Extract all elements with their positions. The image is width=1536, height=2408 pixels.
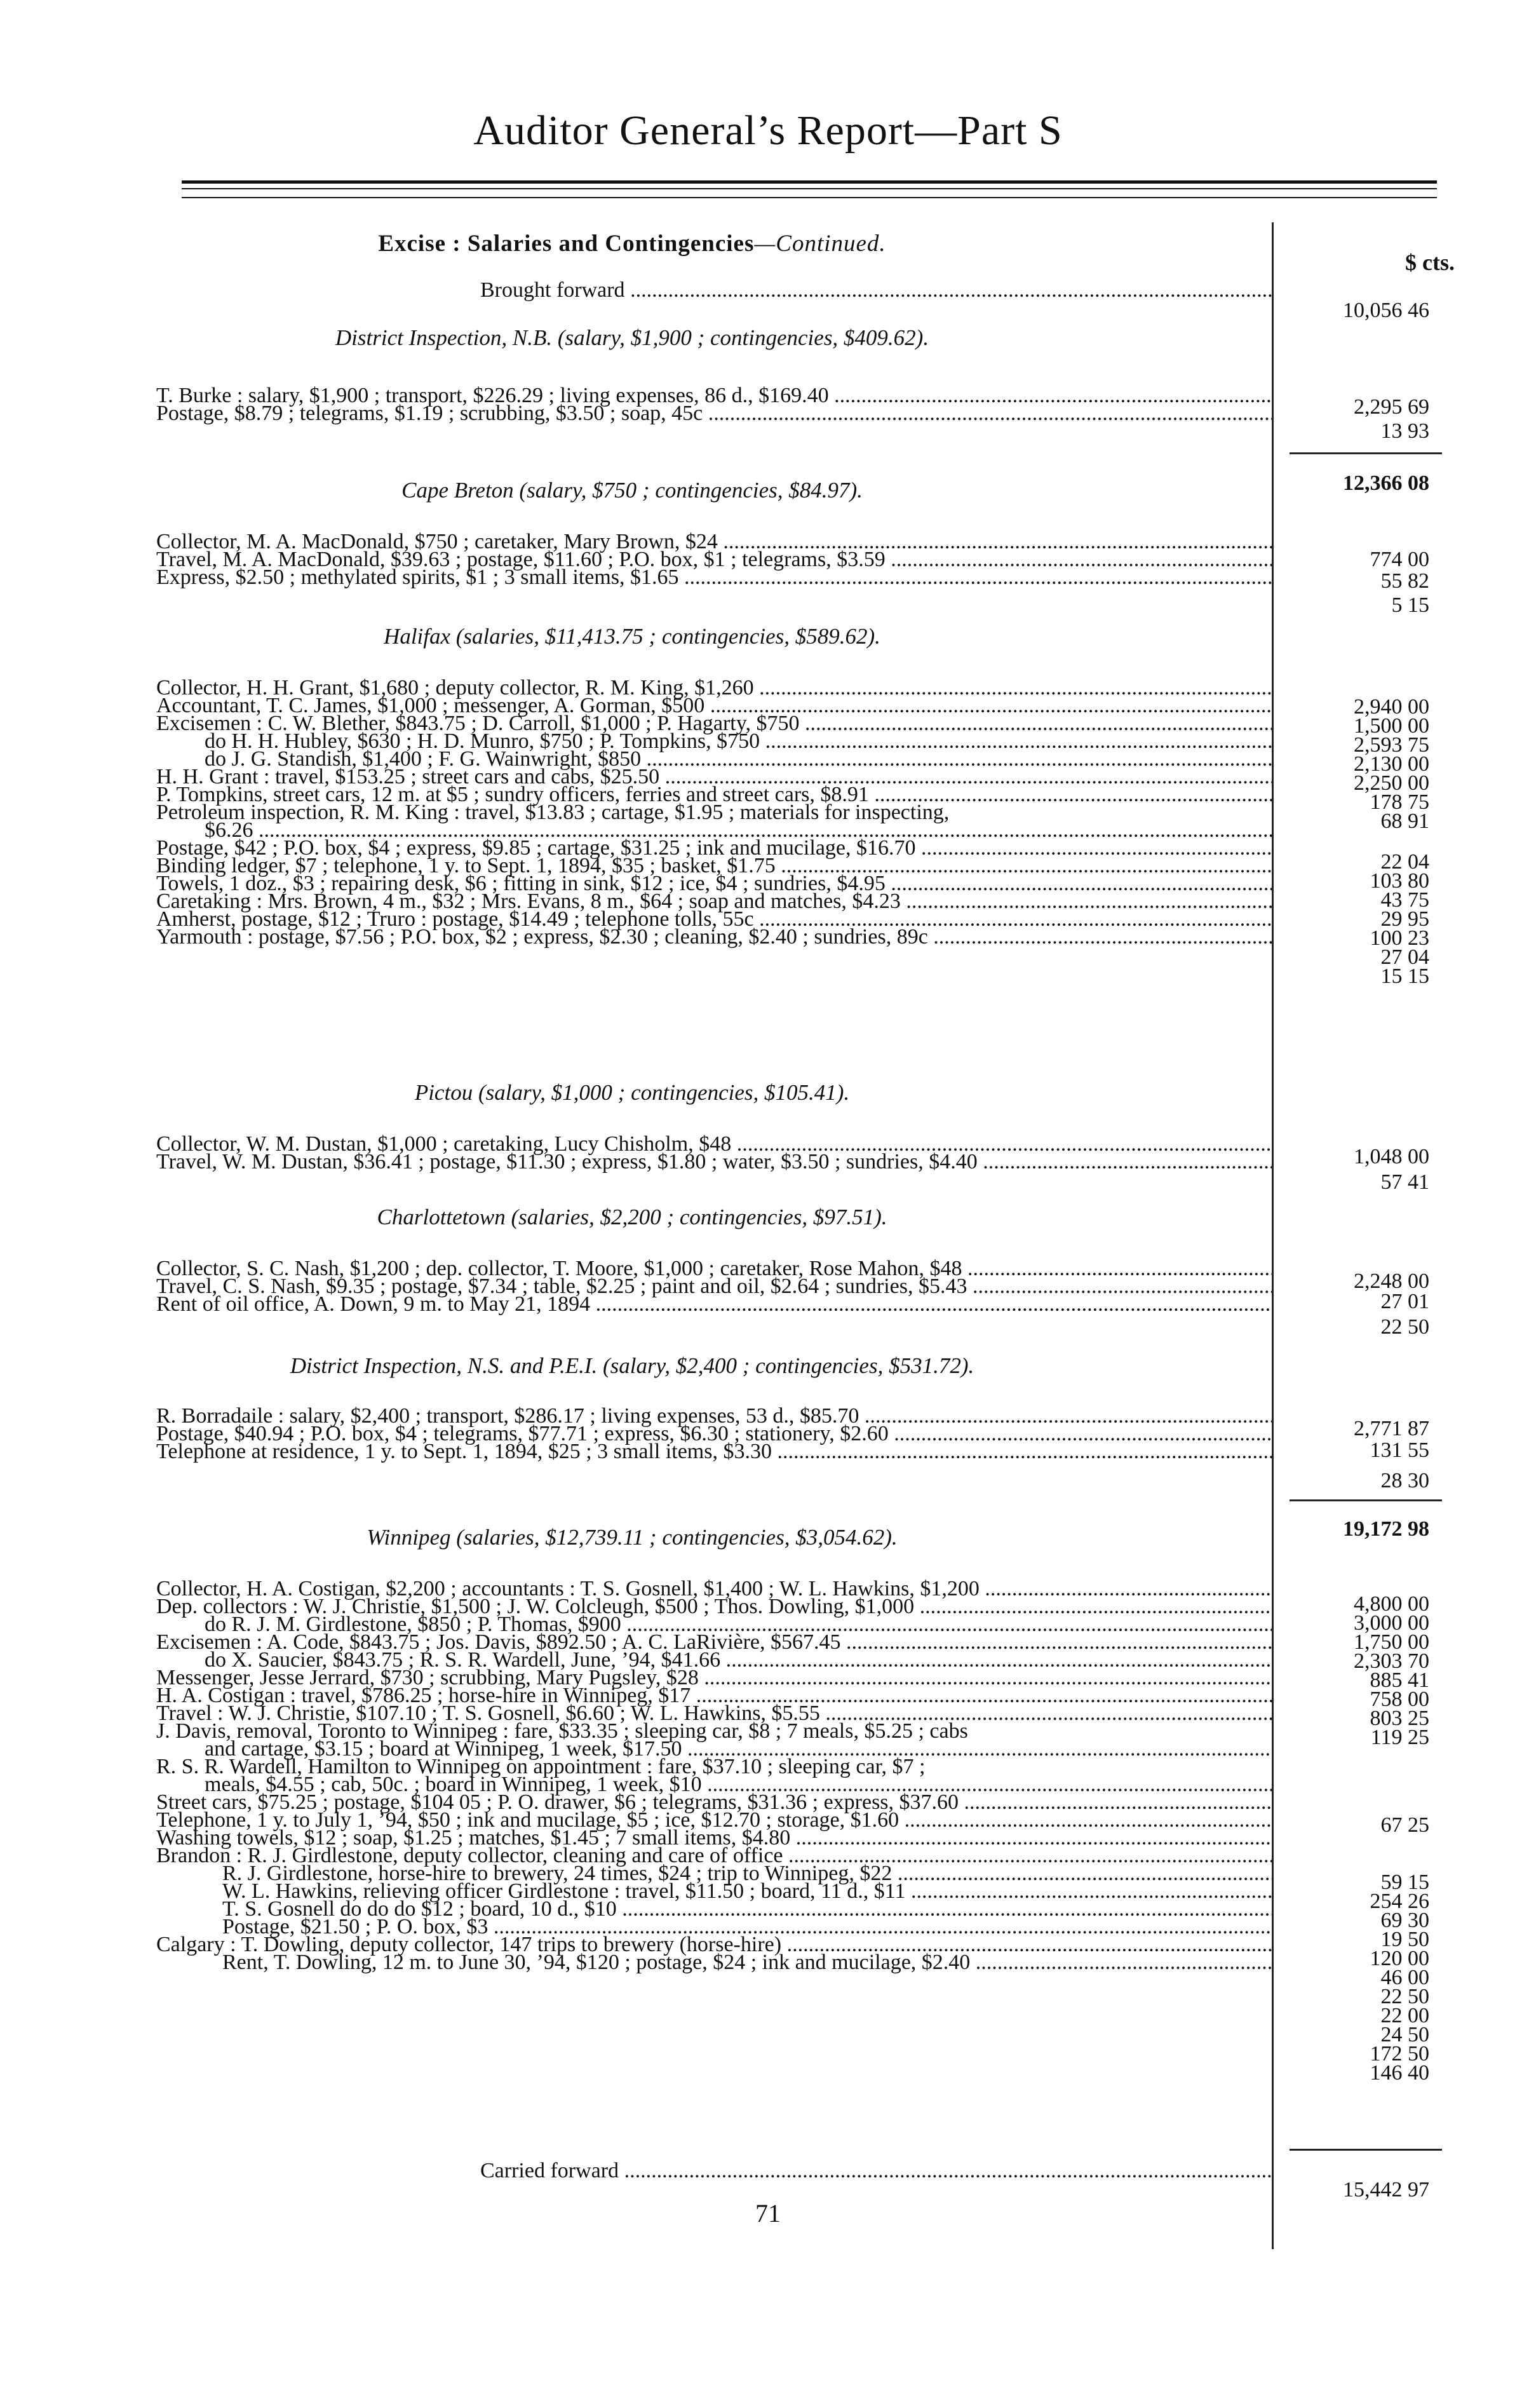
ledger-line-text: Collector, W. M. Dustan, $1,000 ; caretaking, Lucy Chisholm, $48 ..... bbox=[156, 1132, 1272, 1156]
group-heading: Pictou (salary, $1,000 ; contingencies, $105.41). bbox=[414, 1080, 850, 1105]
ledger-line-amount: 2,248 00 bbox=[1354, 1269, 1429, 1293]
ledger-line-text: R. J. Girdlestone, horse-hire to brewery, 24 times, $24 ; trip to Winnipeg, $22 ..... bbox=[222, 1862, 1272, 1886]
ledger-line-amount: 803 25 bbox=[1370, 1707, 1429, 1730]
subtotal-amount: 19,172 98 bbox=[1343, 1517, 1429, 1541]
ledger-line-amount: 5 15 bbox=[1391, 593, 1429, 617]
subtotal-rule bbox=[1290, 1499, 1442, 1501]
ledger-line-text: do R. J. M. Girdlestone, $850 ; P. Thomas, $900 ..... bbox=[205, 1613, 1272, 1637]
ledger-line-text: P. Tompkins, street cars, 12 m. at $5 ; sundry officers, ferries and street cars, $8.91 ..... bbox=[156, 783, 1272, 807]
ledger-line-amount: 2,771 87 bbox=[1354, 1417, 1429, 1440]
ledger-line-text: Travel, C. S. Nash, $9.35 ; postage, $7.34 ; table, $2.25 ; paint and oil, $2.64 ; sundries, $5.43 ..... bbox=[156, 1275, 1272, 1299]
ledger-line-amount: 774 00 bbox=[1370, 548, 1429, 571]
ledger-line-text: do J. G. Standish, $1,400 ; F. G. Wainwright, $850 ..... bbox=[205, 747, 1272, 771]
ledger-line-amount: 19 50 bbox=[1380, 1928, 1429, 1951]
ledger-line-text: and cartage, $3.15 ; board at Winnipeg, 1 week, $17.50 ..... bbox=[205, 1737, 1272, 1761]
ledger-line-text: Dep. collectors : W. J. Christie, $1,500 ; J. W. Colcleugh, $500 ; Thos. Dowling, $1,000 ..... bbox=[156, 1595, 1272, 1619]
ledger-line-amount: 1,048 00 bbox=[1354, 1145, 1429, 1168]
ledger-line-text: Collector, H. A. Costigan, $2,200 ; accountants : T. S. Gosnell, $1,400 ; W. L. Hawkins, $1,200 ..... bbox=[156, 1577, 1272, 1601]
ledger-line-amount: 57 41 bbox=[1380, 1170, 1429, 1194]
ledger-line-amount: 172 50 bbox=[1370, 2042, 1429, 2066]
ledger-line-text: Collector, S. C. Nash, $1,200 ; dep. collector, T. Moore, $1,000 ; caretaker, Rose Mahon, $48 ..... bbox=[156, 1257, 1272, 1281]
ledger-line-amount: 1,500 00 bbox=[1354, 714, 1429, 738]
ledger-line-text: Travel, W. M. Dustan, $36.41 ; postage, $11.30 ; express, $1.80 ; water, $3.50 ; sundries, $4.40 ..... bbox=[156, 1150, 1272, 1174]
ledger-line-amount: 2,593 75 bbox=[1354, 733, 1429, 757]
ledger-line-text: Postage, $40.94 ; P.O. box, $4 ; telegrams, $77.71 ; express, $6.30 ; stationery, $2.60 ..... bbox=[156, 1422, 1272, 1446]
ledger-line-amount: 103 80 bbox=[1370, 869, 1429, 893]
header-rule-thin bbox=[182, 188, 1437, 189]
ledger-line-text: W. L. Hawkins, relieving officer Girdlestone : travel, $11.50 ; board, 11 d., $11 ..... bbox=[222, 1879, 1272, 1904]
ledger-line-text: Travel : W. J. Christie, $107.10 ; T. S. Gosnell, $6.60 ; W. L. Hawkins, $5.55 ..... bbox=[156, 1701, 1272, 1726]
page-header: Auditor General’s Report—Part S bbox=[473, 107, 1063, 154]
ledger-line-text: Petroleum inspection, R. M. King : travel, $13.83 ; cartage, $1.95 ; materials for inspecting, bbox=[156, 801, 950, 824]
ledger-line-amount: 68 91 bbox=[1380, 809, 1429, 833]
ledger-line-text: Excisemen : A. Code, $843.75 ; Jos. Davis, $892.50 ; A. C. LaRivière, $567.45 ..... bbox=[156, 1630, 1272, 1654]
ledger-line-text: Brandon : R. J. Girdlestone, deputy collector, cleaning and care of office ..... bbox=[156, 1844, 1272, 1868]
ledger-line-text: Binding ledger, $7 ; telephone, 1 y. to Sept. 1, 1894, $35 ; basket, $1.75 ..... bbox=[156, 854, 1272, 878]
section-title-text: Excise : Salaries and Contingencies bbox=[378, 231, 755, 257]
ledger-line-text: Calgary : T. Dowling, deputy collector, 147 trips to brewery (horse-hire) ..... bbox=[156, 1933, 1272, 1957]
ledger-line-text: J. Davis, removal, Toronto to Winnipeg : fare, $33.35 ; sleeping car, $8 ; 7 meals, $5.25 ; cabs bbox=[156, 1719, 968, 1743]
group-heading: Halifax (salaries, $11,413.75 ; contingencies, $589.62). bbox=[384, 624, 880, 649]
ledger-line-amount: 2,250 00 bbox=[1354, 771, 1429, 795]
ledger-line-text: $6.26 ..... bbox=[205, 818, 1272, 842]
ledger-line-amount: 22 04 bbox=[1380, 850, 1429, 874]
ledger-line-text: T. S. Gosnell do do do $12 ; board, 10 d., $10 ..... bbox=[222, 1897, 1272, 1921]
ledger-line-text: Postage, $21.50 ; P. O. box, $3 ..... bbox=[222, 1915, 1272, 1939]
ledger-line-amount: 3,000 00 bbox=[1354, 1611, 1429, 1635]
ledger-line-text: Messenger, Jesse Jerrard, $730 ; scrubbing, Mary Pugsley, $28 ..... bbox=[156, 1666, 1272, 1690]
ledger-line-text: Rent, T. Dowling, 12 m. to June 30, ’94, $120 ; postage, $24 ; ink and mucilage, $2.40 ..... bbox=[222, 1951, 1272, 1975]
ledger-line-text: H. A. Costigan : travel, $786.25 ; horse-hire in Winnipeg, $17 ..... bbox=[156, 1684, 1272, 1708]
ledger-line-amount: 2,130 00 bbox=[1354, 752, 1429, 776]
ledger-line-amount: 120 00 bbox=[1370, 1947, 1429, 1970]
ledger-line-text: R. Borradaile : salary, $2,400 ; transport, $286.17 ; living expenses, 53 d., $85.70 ..... bbox=[156, 1404, 1272, 1428]
ledger-line-text: Collector, M. A. MacDonald, $750 ; caretaker, Mary Brown, $24 ..... bbox=[156, 530, 1272, 554]
ledger-line-amount: 2,940 00 bbox=[1354, 695, 1429, 719]
ledger-line-amount: 885 41 bbox=[1370, 1668, 1429, 1692]
amount-column-divider bbox=[1272, 222, 1274, 2249]
ledger-line-text: do X. Saucier, $843.75 ; R. S. R. Wardell, June, ’94, $41.66 ..... bbox=[205, 1648, 1272, 1672]
carried-forward-label: Carried forward ..... bbox=[480, 2159, 1272, 2183]
ledger-line-amount: 131 55 bbox=[1370, 1438, 1429, 1462]
ledger-line-text: Towels, 1 doz., $3 ; repairing desk, $6 ; fitting in sink, $12 ; ice, $4 ; sundries, $4.95 ..... bbox=[156, 872, 1272, 896]
ledger-line-amount: 2,295 69 bbox=[1354, 395, 1429, 419]
ledger-line-amount: 1,750 00 bbox=[1354, 1630, 1429, 1654]
carried-forward-amount: 15,442 97 bbox=[1343, 2178, 1429, 2202]
folio-number: 71 bbox=[755, 2199, 781, 2228]
carried-forward-rule bbox=[1290, 2149, 1442, 2151]
subtotal-amount: 12,366 08 bbox=[1343, 471, 1429, 495]
ledger-line-amount: 46 00 bbox=[1380, 1966, 1429, 1989]
ledger-line-text: Telephone, 1 y. to July 1, ’94, $50 ; ink and mucilage, $5 ; ice, $12.70 ; storage, $1.60 ..... bbox=[156, 1808, 1272, 1832]
ledger-line-text: Express, $2.50 ; methylated spirits, $1 ; 3 small items, $1.65 ..... bbox=[156, 565, 1272, 590]
ledger-line-amount: 27 01 bbox=[1380, 1290, 1429, 1313]
ledger-line-text: Street cars, $75.25 ; postage, $104 05 ; P. O. drawer, $6 ; telegrams, $31.36 ; express, $37.60 ..... bbox=[156, 1790, 1272, 1815]
header-rule-thick bbox=[182, 180, 1437, 184]
ledger-line-amount: 24 50 bbox=[1380, 2023, 1429, 2046]
ledger-line-amount: 15 15 bbox=[1380, 964, 1429, 988]
ledger-line-text: T. Burke : salary, $1,900 ; transport, $226.29 ; living expenses, 86 d., $169.40 ..... bbox=[156, 384, 1272, 408]
section-title bbox=[0, 230, 1264, 257]
ledger-line-text: meals, $4.55 ; cab, 50c. ; board in Winnipeg, 1 week, $10 ..... bbox=[205, 1773, 1272, 1797]
ledger-line-amount: 254 26 bbox=[1370, 1890, 1429, 1913]
ledger-line-text: Rent of oil office, A. Down, 9 m. to May 21, 1894 ..... bbox=[156, 1292, 1272, 1316]
ledger-line-amount: 146 40 bbox=[1370, 2061, 1429, 2085]
ledger-line-text: Travel, M. A. MacDonald, $39.63 ; postage, $11.60 ; P.O. box, $1 ; telegrams, $3.59 ..... bbox=[156, 548, 1272, 572]
ledger-line-text: Excisemen : C. W. Blether, $843.75 ; D. Carroll, $1,000 ; P. Hagarty, $750 ..... bbox=[156, 712, 1272, 736]
section-continued: —Continued. bbox=[754, 231, 886, 257]
ledger-line-amount: 43 75 bbox=[1380, 888, 1429, 912]
ledger-line-text: R. S. R. Wardell, Hamilton to Winnipeg on appointment : fare, $37.10 ; sleeping car, $7 ; bbox=[156, 1755, 926, 1778]
ledger-line-amount: 2,303 70 bbox=[1354, 1649, 1429, 1673]
ledger-line-text: Amherst, postage, $12 ; Truro : postage, $14.49 ; telephone tolls, 55c ..... bbox=[156, 907, 1272, 931]
header-rule-lower bbox=[182, 197, 1437, 198]
ledger-line-amount: 758 00 bbox=[1370, 1688, 1429, 1711]
group-heading: Winnipeg (salaries, $12,739.11 ; contingencies, $3,054.62). bbox=[367, 1525, 898, 1550]
ledger-line-text: Postage, $8.79 ; telegrams, $1.19 ; scrubbing, $3.50 ; soap, 45c ..... bbox=[156, 402, 1272, 426]
ledger-line-text: do H. H. Hubley, $630 ; H. D. Munro, $750 ; P. Tompkins, $750 ..... bbox=[205, 729, 1272, 754]
ledger-line-text: H. H. Grant : travel, $153.25 ; street cars and cabs, $25.50 ..... bbox=[156, 765, 1272, 789]
ledger-line-amount: 59 15 bbox=[1380, 1870, 1429, 1894]
ledger-line-amount: 178 75 bbox=[1370, 790, 1429, 814]
ledger-line-text: Accountant, T. C. James, $1,000 ; messenger, A. Gorman, $500 ..... bbox=[156, 694, 1272, 718]
ledger-line-amount: 27 04 bbox=[1380, 945, 1429, 969]
group-heading: Charlottetown (salaries, $2,200 ; contingencies, $97.51). bbox=[377, 1205, 887, 1229]
ledger-line-amount: 22 50 bbox=[1380, 1315, 1429, 1339]
column-head: $ cts. bbox=[1405, 250, 1455, 275]
ledger-line-amount: 29 95 bbox=[1380, 907, 1429, 931]
brought-forward-amount: 10,056 46 bbox=[1343, 299, 1429, 322]
group-heading: Cape Breton (salary, $750 ; contingencies, $84.97). bbox=[401, 478, 863, 503]
ledger-line-amount: 55 82 bbox=[1380, 569, 1429, 593]
ledger-line-amount: 22 00 bbox=[1380, 2004, 1429, 2027]
ledger-line-amount: 13 93 bbox=[1380, 419, 1429, 443]
group-heading: District Inspection, N.B. (salary, $1,900 ; contingencies, $409.62). bbox=[335, 325, 929, 350]
ledger-line-amount: 28 30 bbox=[1380, 1469, 1429, 1492]
ledger-line-amount: 100 23 bbox=[1370, 926, 1429, 950]
ledger-line-text: Collector, H. H. Grant, $1,680 ; deputy collector, R. M. King, $1,260 ..... bbox=[156, 676, 1272, 700]
ledger-line-amount: 67 25 bbox=[1380, 1813, 1429, 1837]
subtotal-rule bbox=[1290, 452, 1442, 454]
ledger-line-amount: 4,800 00 bbox=[1354, 1592, 1429, 1616]
group-heading: District Inspection, N.S. and P.E.I. (salary, $2,400 ; contingencies, $531.72). bbox=[290, 1353, 974, 1378]
ledger-line-amount: 22 50 bbox=[1380, 1985, 1429, 2008]
ledger-line-text: Postage, $42 ; P.O. box, $4 ; express, $9.85 ; cartage, $31.25 ; ink and mucilage, $16.70 ..... bbox=[156, 836, 1272, 860]
brought-forward-label: Brought forward ..... bbox=[480, 278, 1272, 302]
ledger-line-text: Telephone at residence, 1 y. to Sept. 1, 1894, $25 ; 3 small items, $3.30 ..... bbox=[156, 1440, 1272, 1464]
ledger-line-amount: 69 30 bbox=[1380, 1909, 1429, 1932]
ledger-line-text: Yarmouth : postage, $7.56 ; P.O. box, $2 ; express, $2.30 ; cleaning, $2.40 ; sundries, 89c ..... bbox=[156, 925, 1272, 949]
ledger-line-text: Washing towels, $12 ; soap, $1.25 ; matches, $1.45 ; 7 small items, $4.80 ..... bbox=[156, 1826, 1272, 1850]
ledger-line-text: Caretaking : Mrs. Brown, 4 m., $32 ; Mrs. Evans, 8 m., $64 ; soap and matches, $4.23 ..... bbox=[156, 889, 1272, 914]
ledger-line-amount: 119 25 bbox=[1370, 1726, 1429, 1749]
